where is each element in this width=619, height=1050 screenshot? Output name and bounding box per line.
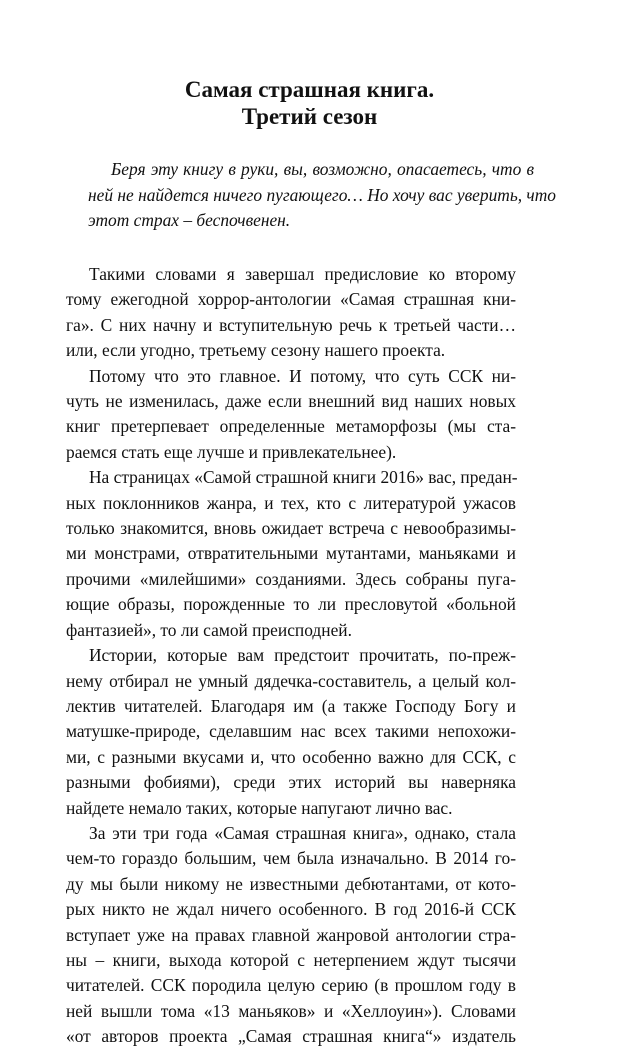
- text-line: матушке-природе, сделавшим нас всех такими непохожи-: [66, 721, 516, 742]
- epigraph: [88, 157, 556, 234]
- title-line-2: Третий сезон: [241, 104, 378, 129]
- text-line: прочими «милейшими» созданиями. Здесь собраны пуга-: [66, 568, 516, 589]
- text-line: фантазией», то ли самой преисподней.: [66, 619, 352, 640]
- text-line: ми монстрами, отвратительными мутантами, маньяками и: [66, 543, 516, 564]
- title-line-1: Самая страшная книга.: [184, 77, 435, 102]
- epigraph-line: этот страх – беспочвенен.: [88, 210, 291, 230]
- text-line: вступает уже на правах главной жанровой антологии стра-: [66, 924, 516, 945]
- page-title: [0, 76, 619, 130]
- text-line: ны – книги, выхода которой с нетерпением ждут тысячи: [66, 949, 516, 970]
- text-line: Такими словами я завершал предисловие ко второму: [89, 264, 516, 284]
- text-line: чуть не изменилась, даже если внешний вид наших новых: [66, 391, 516, 412]
- text-line: га». С них начну и вступительную речь к третьей части…: [66, 314, 516, 335]
- text-line: «от авторов проекта „Самая страшная книга“» издатель: [66, 1026, 516, 1047]
- text-line: Истории, которые вам предстоит прочитать, по-преж-: [89, 645, 516, 666]
- text-line: Потому что это главное. И потому, что суть ССК ни-: [89, 365, 516, 386]
- text-line: читателей. ССК породила целую серию (в прошлом году в: [66, 975, 516, 996]
- text-line: ду мы были никому не известными дебютантами, от кото-: [66, 873, 516, 894]
- text-line: На страницах «Самой страшной книги 2016» вас, предан-: [89, 467, 518, 488]
- text-line: ющие образы, порожденные то ли пресловутой «больной: [66, 594, 516, 615]
- text-line: ных поклонников жанра, и тех, кто с литературой ужасов: [66, 492, 516, 513]
- text-line: раемся стать еще лучше и привлекательнее).: [66, 441, 397, 462]
- text-line: тому ежегодной хоррор-антологии «Самая страшная кни-: [66, 289, 516, 310]
- text-line: ней вышли тома «13 маньяков» и «Хеллоуин»). Словами: [66, 1000, 516, 1021]
- text-line: лектив читателей. Благодаря им (а также Господу Богу и: [66, 695, 516, 716]
- epigraph-line: ней не найдется ничего пугающего… Но хочу вас уверить, что: [88, 184, 556, 205]
- body-text: [66, 262, 516, 1050]
- text-line: найдете немало таких, которые напугают лично вас.: [66, 797, 453, 818]
- text-line: чем-то гораздо большим, чем была изначально. В 2014 го-: [66, 848, 516, 869]
- text-line: ми, с разными вкусами и, что особенно важно для ССК, с: [66, 746, 516, 767]
- text-line: только знакомится, вновь ожидает встреча с невообразимы-: [66, 518, 516, 539]
- text-line: разными фобиями), среди этих историй вы наверняка: [66, 772, 516, 793]
- epigraph-line: Беря эту книгу в руки, вы, возможно, опасаетесь, что в: [111, 159, 534, 179]
- text-line: книг претерпевает определенные метаморфозы (мы ста-: [66, 416, 516, 437]
- text-line: или, если угодно, третьему сезону нашего проекта.: [66, 340, 446, 361]
- text-line: рых никто не ждал ничего особенного. В год 2016-й ССК: [66, 899, 516, 920]
- text-line: нему отбирал не умный дядечка-составитель, а целый кол-: [66, 670, 516, 691]
- text-line: За эти три года «Самая страшная книга», однако, стала: [89, 822, 516, 843]
